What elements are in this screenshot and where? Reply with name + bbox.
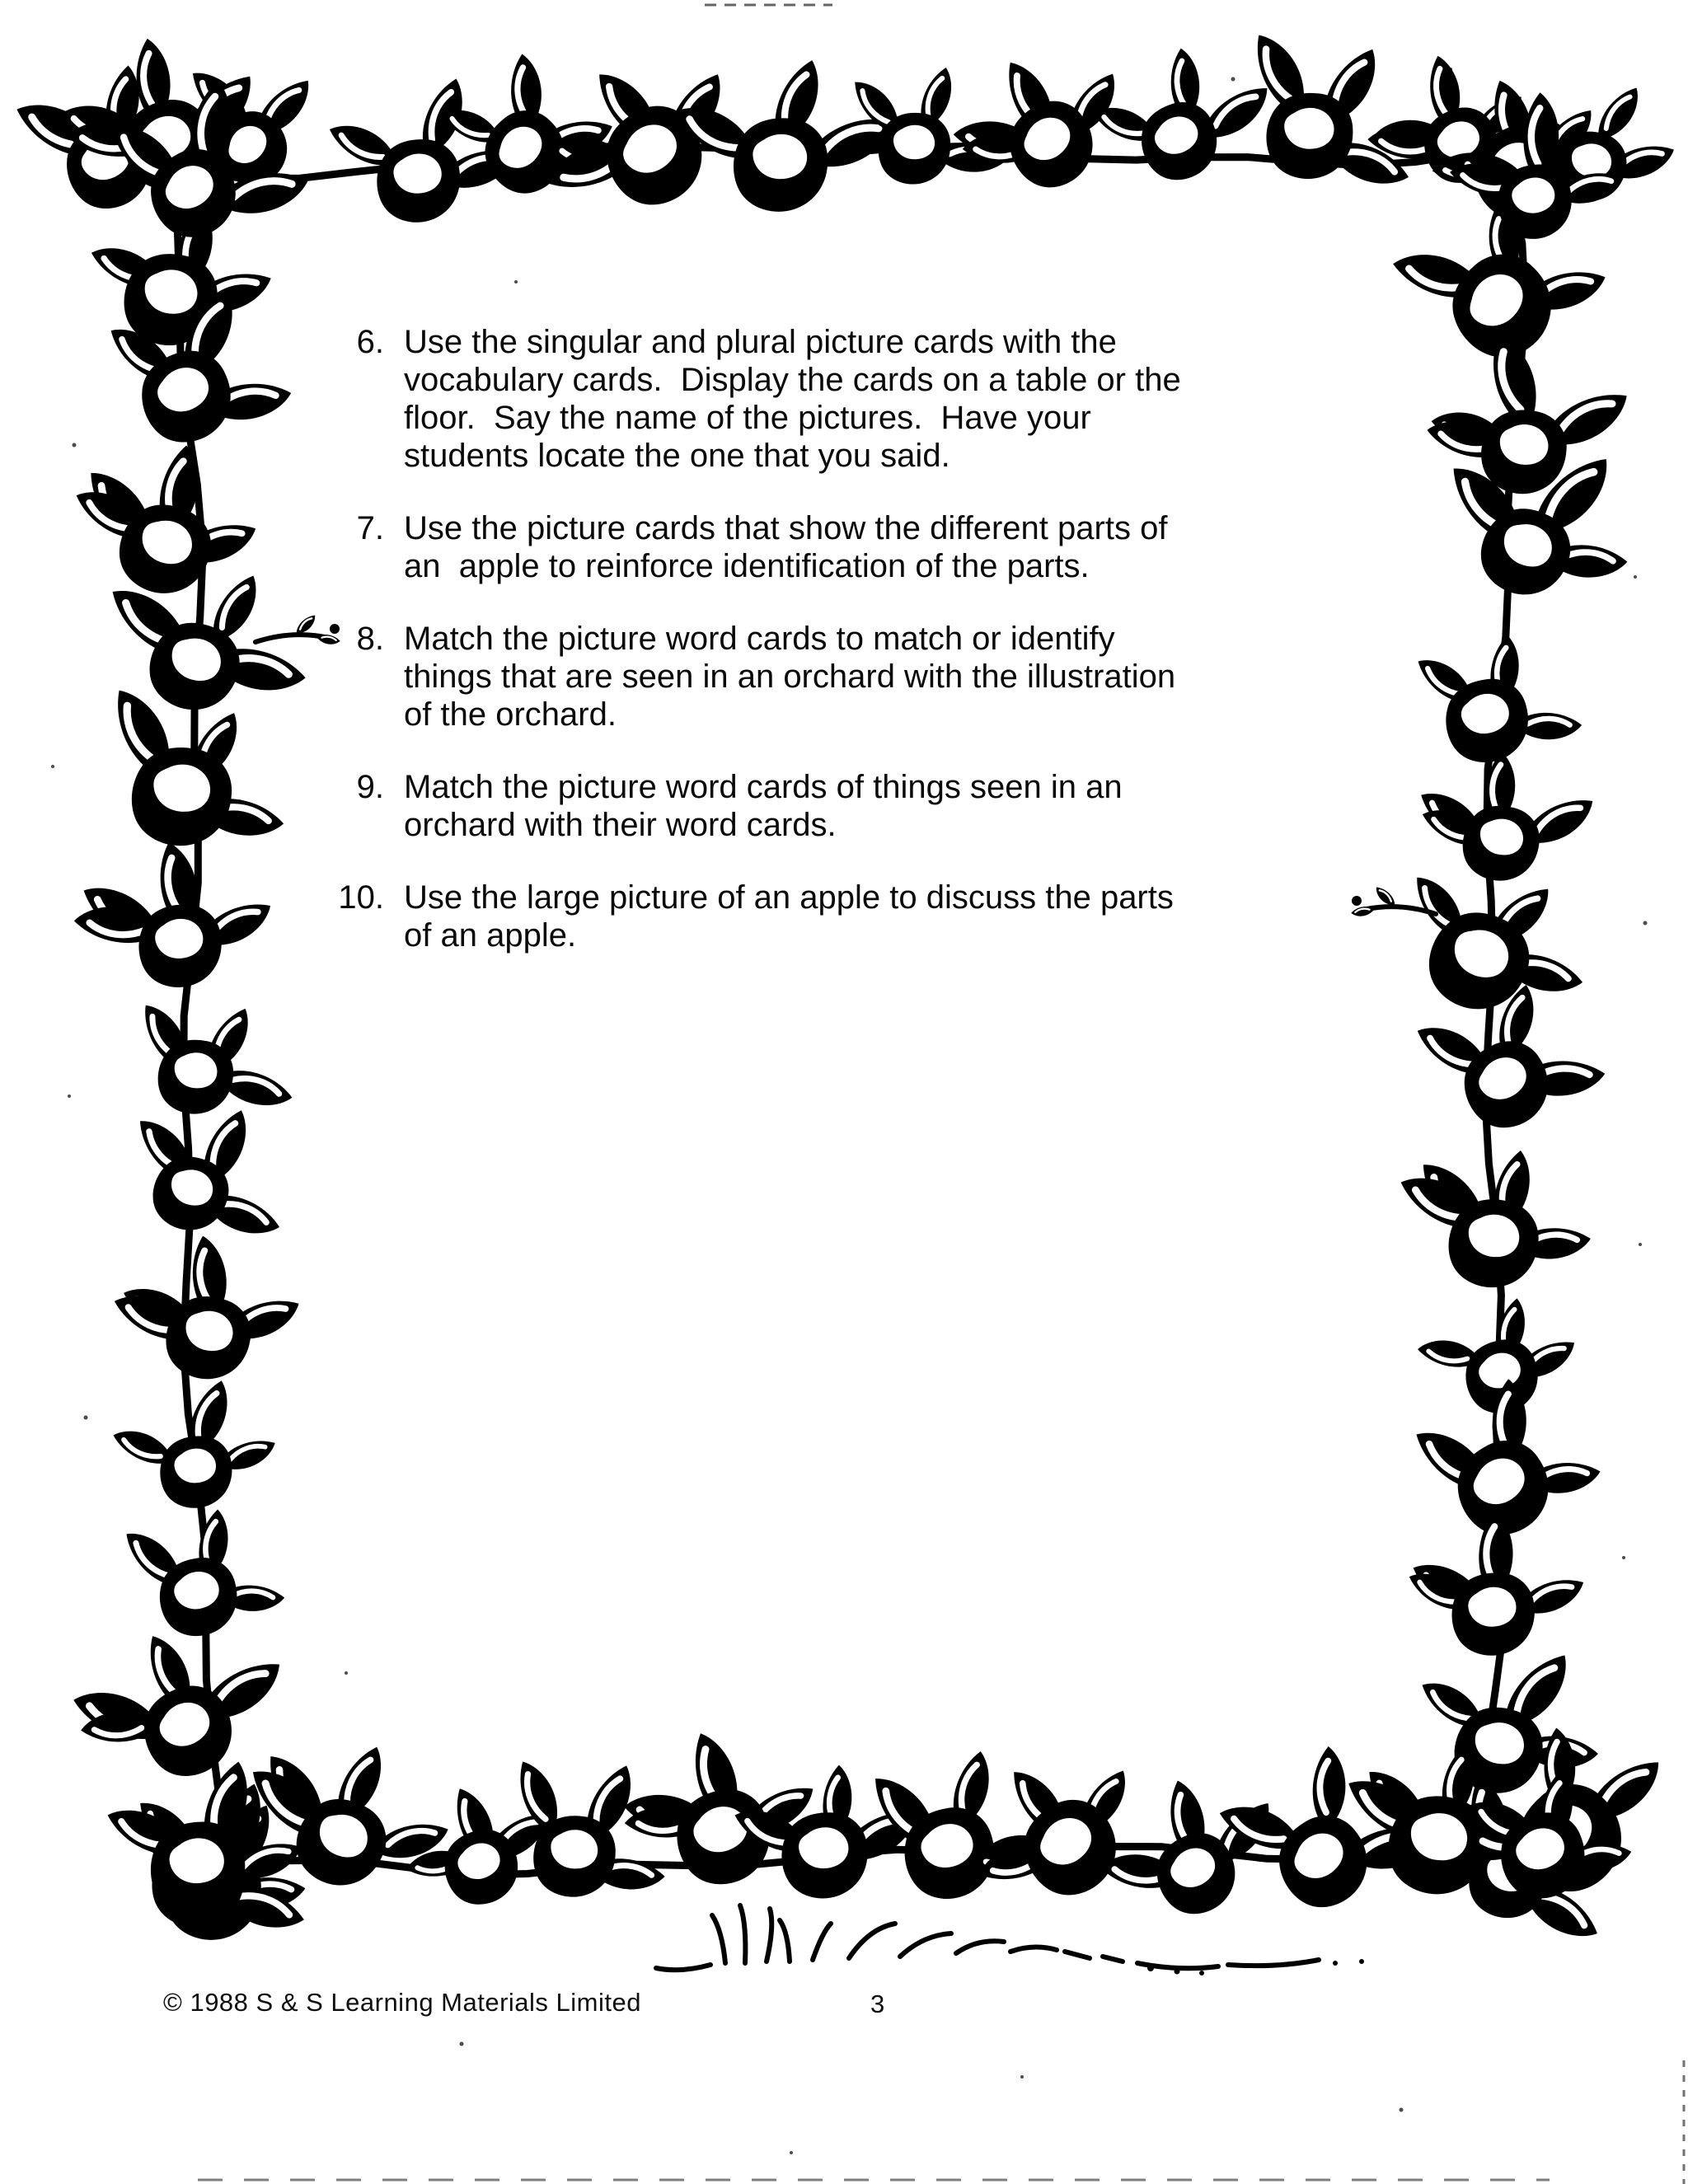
apple-cluster <box>218 1699 479 1930</box>
apple-cluster <box>88 676 302 865</box>
apple-cluster <box>667 52 904 223</box>
apple-cluster <box>1409 396 1669 638</box>
instruction-text-line: Match the picture word cards of things seen in an <box>404 769 1123 805</box>
apple-cluster <box>74 189 288 367</box>
apple-cluster <box>100 278 298 456</box>
page-number: 3 <box>870 1990 885 2018</box>
apple-cluster <box>49 410 288 628</box>
apple-cluster <box>1370 1104 1621 1333</box>
apple-clusters <box>3 16 1688 1969</box>
instruction-text <box>404 323 1181 475</box>
apple-cluster <box>59 1614 302 1798</box>
apple-cluster <box>106 1372 282 1517</box>
instruction-number: 6. <box>356 324 384 360</box>
instruction-item-7 <box>321 509 1409 585</box>
apple-cluster <box>1393 1495 1602 1677</box>
apple-cluster <box>114 1761 328 1952</box>
instruction-text-line: vocabulary cards. Display the cards on a table or the <box>404 362 1181 398</box>
instruction-text-line: of an apple. <box>404 917 577 954</box>
apple-cluster <box>863 1736 1070 1910</box>
apple-cluster <box>120 25 346 229</box>
apple-cluster <box>726 1758 931 1910</box>
apple-cluster <box>1377 166 1625 396</box>
apple-cluster <box>382 1758 576 1936</box>
apple-cluster <box>1424 1756 1643 1957</box>
apple-cluster <box>1422 328 1638 505</box>
apple-cluster <box>1314 1704 1569 1938</box>
instruction-text-line: Use the singular and plural picture cards with the <box>404 324 1117 360</box>
apple-cluster <box>426 27 629 222</box>
apple-cluster <box>1406 49 1625 249</box>
apple-cluster <box>1409 624 1587 773</box>
apple-cluster <box>1078 30 1288 197</box>
apple-cluster <box>941 1723 1171 1932</box>
apple-cluster <box>91 1741 320 1934</box>
apple-cluster <box>498 1748 678 1911</box>
instruction-text-line: an apple to reinforce identification of the parts. <box>404 548 1090 584</box>
instruction-number: 9. <box>356 769 384 805</box>
apple-cluster <box>1509 64 1688 223</box>
instruction-text <box>404 509 1167 585</box>
apple-cluster <box>933 32 1151 218</box>
apple-cluster <box>104 1766 331 1969</box>
instruction-text-line: Use the large picture of an apple to discuss the parts <box>404 879 1174 916</box>
apple-cluster <box>1219 16 1439 207</box>
apple-cluster <box>3 45 223 232</box>
instruction-text-line: floor. Say the name of the pictures. Have your <box>404 400 1091 436</box>
apple-cluster <box>1404 741 1608 901</box>
instruction-item-10 <box>321 879 1409 954</box>
instruction-item-9 <box>321 768 1409 844</box>
apple-cluster <box>618 1725 824 1896</box>
apple-cluster <box>99 1218 317 1402</box>
apple-cluster <box>103 965 321 1159</box>
apple-cluster <box>1404 963 1615 1151</box>
apple-cluster <box>1459 1756 1639 1910</box>
instruction-text <box>404 768 1123 844</box>
instruction-text <box>404 620 1175 733</box>
instruction-text <box>404 879 1174 954</box>
apple-cluster <box>319 65 529 230</box>
footer-copyright: © 1988 S & S Learning Materials Limited <box>163 1988 641 2017</box>
instruction-number: 8. <box>356 621 384 657</box>
apple-cluster <box>96 61 317 258</box>
instruction-item-8 <box>321 620 1409 733</box>
apple-cluster <box>49 27 274 201</box>
instruction-text-line: of the orchard. <box>404 696 617 733</box>
instruction-number: 10. <box>338 879 384 916</box>
apple-cluster <box>1399 1354 1613 1558</box>
instruction-text-line: orchard with their word cards. <box>404 807 837 843</box>
apple-cluster <box>1435 73 1646 267</box>
instruction-text-line: things that are seen in an orchard with the illustration <box>404 658 1176 695</box>
instruction-text-line: Match the picture word cards to match or identify <box>404 621 1115 657</box>
apple-cluster <box>66 826 288 1001</box>
apple-cluster <box>1410 1290 1586 1423</box>
apple-cluster <box>113 1087 303 1256</box>
instruction-text-line: Use the picture cards that show the different parts of <box>404 510 1168 546</box>
grass-tuft-art <box>656 1905 1364 1975</box>
instruction-item-6 <box>321 323 1409 475</box>
apple-cluster <box>1203 1713 1455 1940</box>
instruction-number: 7. <box>356 510 384 546</box>
apple-cluster <box>847 60 1012 194</box>
apple-cluster <box>116 1496 292 1652</box>
apple-cluster <box>1074 1744 1306 1952</box>
apple-cluster <box>516 28 764 241</box>
apple-cluster <box>77 531 332 748</box>
apple-cluster <box>1432 1689 1688 1937</box>
apple-cluster <box>1394 1613 1626 1824</box>
instruction-text-line: students locate the one that you said. <box>404 438 950 474</box>
apple-cluster <box>1353 42 1540 199</box>
instruction-list <box>321 323 1409 989</box>
